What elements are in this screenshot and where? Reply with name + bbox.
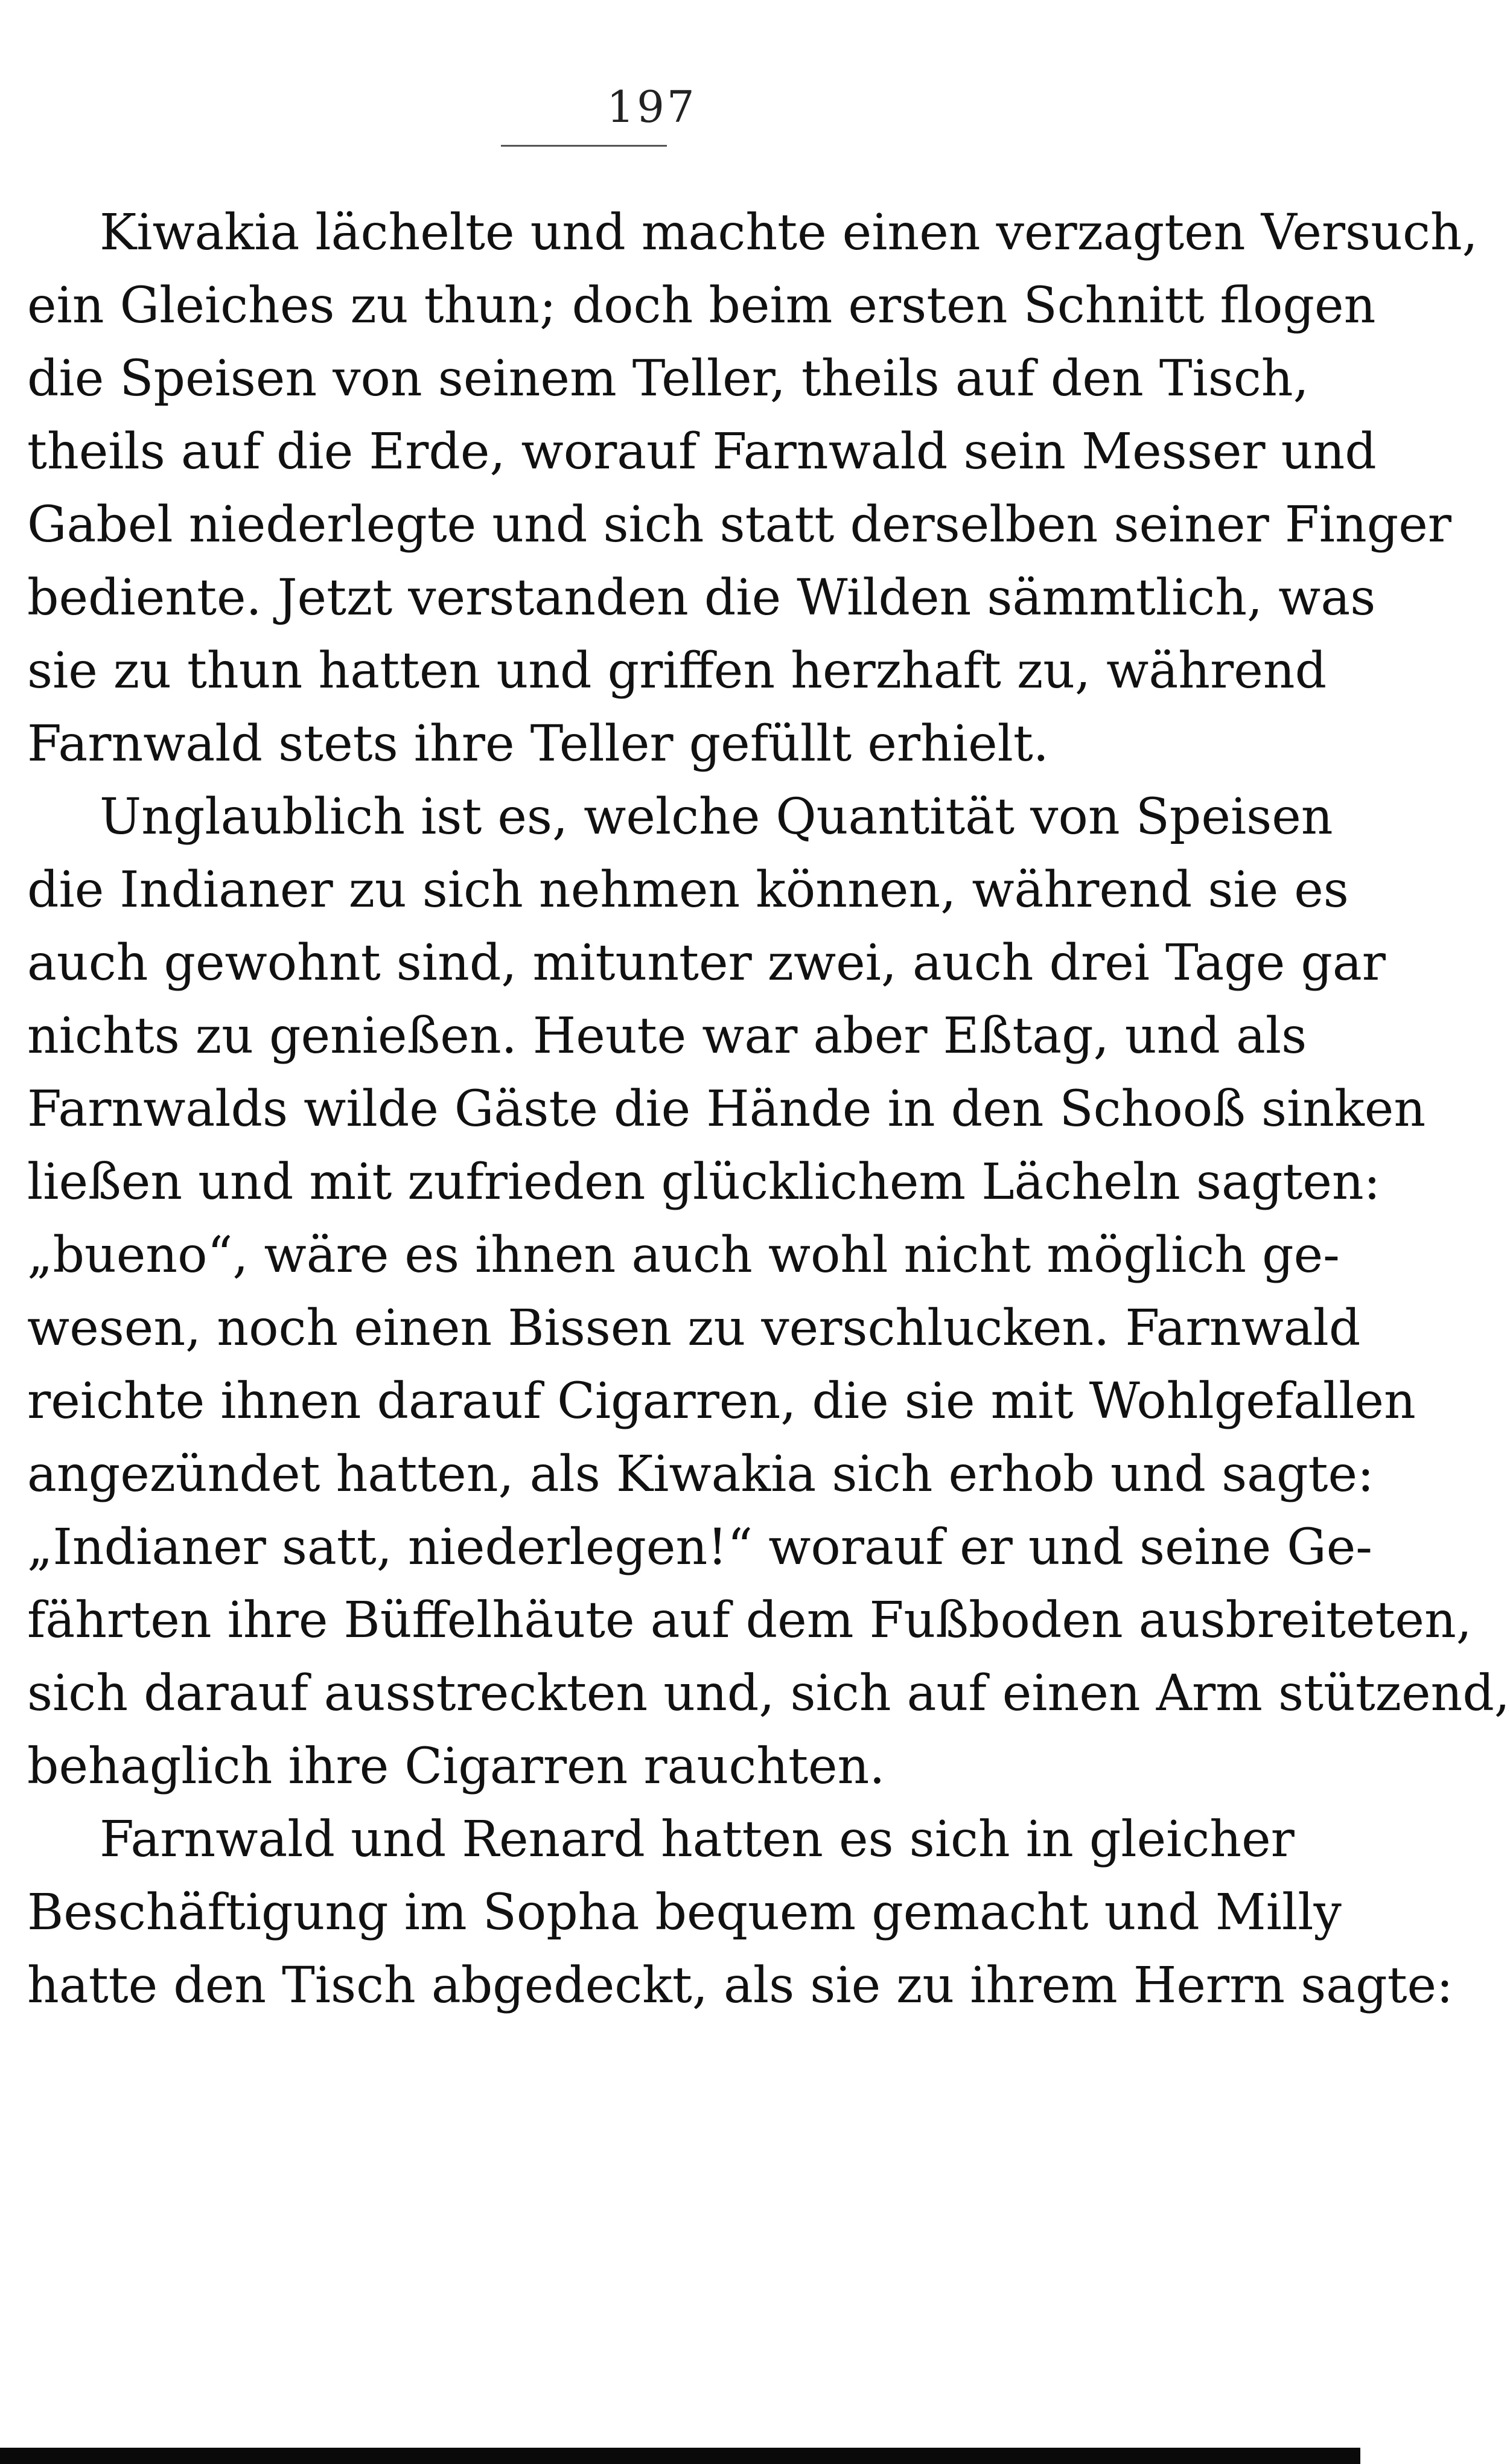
- text-line: die Indianer zu sich nehmen können, während sie es: [27, 861, 1349, 919]
- text-line: Gabel niederlegte und sich statt derselben seiner Finger: [27, 496, 1451, 554]
- text-line: Farnwald und Renard hatten es sich in gleicher: [100, 1811, 1295, 1868]
- text-line: Unglaublich ist es, welche Quantität von Speisen: [100, 788, 1333, 846]
- text-line: fährten ihre Büffelhäute auf dem Fußboden ausbreiteten,: [27, 1592, 1472, 1649]
- text-line: Kiwakia lächelte und machte einen verzagten Versuch,: [100, 204, 1478, 261]
- text-line: Beschäftigung im Sopha bequem gemacht und Milly: [27, 1884, 1342, 1941]
- text-line: behaglich ihre Cigarren rauchten.: [27, 1738, 885, 1795]
- text-line: „bueno“, wäre es ihnen auch wohl nicht möglich ge-: [27, 1227, 1340, 1284]
- text-line: sie zu thun hatten und griffen herzhaft zu, während: [27, 642, 1327, 700]
- text-line: auch gewohnt sind, mitunter zwei, auch drei Tage gar: [27, 934, 1386, 992]
- text-line: nichts zu genießen. Heute war aber Eßtag, und als: [27, 1007, 1307, 1065]
- paragraph: [27, 1803, 1453, 2022]
- text-line: bediente. Jetzt verstanden die Wilden sämmtlich, was: [27, 569, 1376, 627]
- text-line: wesen, noch einen Bissen zu verschlucken. Farnwald: [27, 1300, 1361, 1357]
- text-line: reichte ihnen darauf Cigarren, die sie mit Wohlgefallen: [27, 1373, 1416, 1430]
- text-line: Farnwald stets ihre Teller gefüllt erhielt.: [27, 715, 1049, 773]
- text-line: Farnwalds wilde Gäste die Hände in den Schooß sinken: [27, 1080, 1426, 1138]
- bottom-edge-rule: [0, 2448, 1360, 2464]
- text-line: theils auf die Erde, worauf Farnwald sein Messer und: [27, 423, 1377, 480]
- text-line: hatte den Tisch abgedeckt, als sie zu ihrem Herrn sagte:: [27, 1957, 1453, 2014]
- body-text: [27, 196, 1510, 2022]
- page-number: 197: [607, 81, 697, 132]
- text-line: ließen und mit zufrieden glücklichem Lächeln sagten:: [27, 1154, 1381, 1211]
- text-line: die Speisen von seinem Teller, theils auf den Tisch,: [27, 350, 1309, 407]
- text-line: ein Gleiches zu thun; doch beim ersten Schnitt flogen: [27, 277, 1376, 334]
- header-rule: [501, 145, 667, 147]
- paragraph: [27, 780, 1510, 1803]
- text-line: angezündet hatten, als Kiwakia sich erhob und sagte:: [27, 1446, 1374, 1503]
- text-line: sich darauf ausstreckten und, sich auf einen Arm stützend,: [27, 1665, 1510, 1722]
- paragraph: [27, 196, 1478, 780]
- text-line: „Indianer satt, niederlegen!“ worauf er und seine Ge-: [27, 1519, 1373, 1576]
